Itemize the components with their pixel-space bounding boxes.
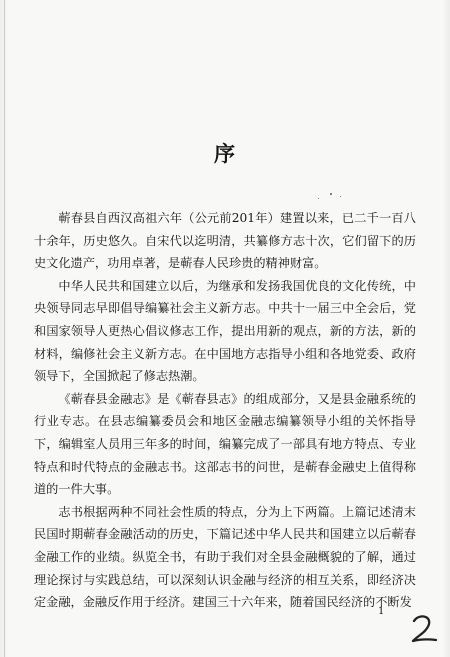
paragraph-2: 中华人民共和国建立以后，为继承和发扬我国优良的文化传统，中央领导同志早即倡导编纂社会主义新方志。中共十一届三中全会后，党和国家领导人更热心倡议修志工作，提出用新的观点，新的方法，新的材料，编修社会主义新方志。在中国地方志指导小组和各地党委、政府领导下，全国掀起了修志热潮。 bbox=[34, 278, 416, 384]
paragraph-3: 《蕲春县金融志》是《蕲春县志》的组成部分，又是县金融系统的行业专志。在县志编纂委员会和地区金融志编纂领导小组的关怀指导下，编辑室人员用三年多的时间，编纂完成了一部具有地方特点、专业特点和时代特点的金融志书。这部志书的问世，是蕲春金融史上值得称道的一件大事。 bbox=[34, 391, 416, 497]
handwritten-mark-icon bbox=[408, 612, 438, 644]
page-title: 序 bbox=[214, 141, 236, 166]
page-edge bbox=[4, 0, 5, 657]
scan-speck bbox=[340, 196, 341, 197]
paragraph-1: 蕲春县自西汉高祖六年（公元前201年）建置以来，已二千一百八十余年，历史悠久。自宋代以迄明清，共纂修方志十次，它们留下的历史文化遗产，功用卓著，是蕲春人民珍贵的精神财富。 bbox=[34, 211, 416, 271]
paragraph-4: 志书根据两种不同社会性质的特点，分为上下两篇。上篇记述清末民国时期蕲春金融活动的历史，下篇记述中华人民共和国建立以后蕲春金融工作的业绩。纵览全书，有助于我们对全县金融概貌的了解，通过理论探讨与实践总结，可以深刻认识金融与经济的相互关系，即经济决定金融，金融反作用于经济。建国三十六年来，随着国民经济的不断发 bbox=[34, 504, 416, 610]
scan-speck bbox=[330, 193, 332, 195]
scan-speck bbox=[318, 198, 319, 199]
preface-body bbox=[34, 207, 416, 614]
page-number: 1 bbox=[378, 606, 385, 617]
